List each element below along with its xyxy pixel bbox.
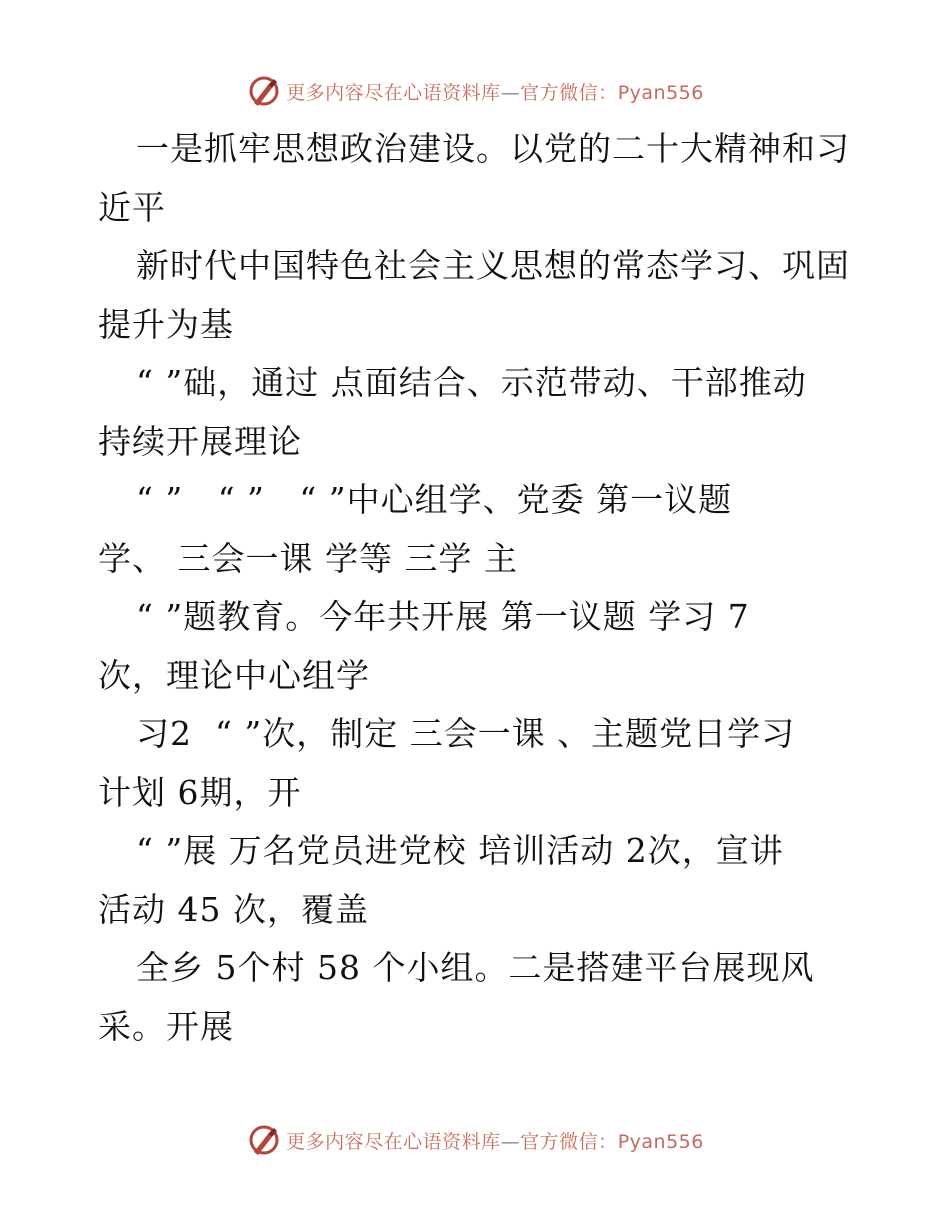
text-line: 计划 6期，开	[98, 772, 302, 812]
text-line: “ ”础，通过 点面结合、示范带动、干部推动	[136, 363, 807, 402]
text-line: 新时代中国特色社会主义思想的常态学习、巩固	[136, 246, 850, 285]
watermark-brand: 更多内容尽在心语资料库	[286, 81, 501, 104]
pen-logo-icon	[246, 73, 282, 109]
text-line: 一是抓牢思想政治建设。以党的二十大精神和习	[136, 129, 850, 168]
document-body	[98, 120, 858, 1056]
text-line: 习2 “ ”次，制定 三会一课 、主题党日学习	[136, 714, 796, 753]
text-line: 次，理论中心组学	[98, 655, 370, 695]
watermark-separator: —	[500, 1130, 521, 1153]
header-watermark	[0, 71, 950, 111]
text-line: “ ”展 万名党员进党校 培训活动 2次，宣讲	[136, 831, 784, 870]
watermark-text	[286, 78, 704, 105]
watermark-wechat-label: 官方微信：	[520, 1130, 618, 1153]
text-line: 学、 三会一课 学等 三学 主	[98, 538, 518, 578]
text-line: 全乡 5个村 58 个小组。二是搭建平台展现风	[136, 948, 815, 987]
text-line: 采。开展	[98, 1006, 234, 1046]
watermark-wechat-handle: Pyan556	[617, 81, 704, 104]
text-line: “ ”题教育。今年共开展 第一议题 学习 7	[136, 597, 750, 636]
footer-watermark	[0, 1120, 950, 1160]
watermark-separator: —	[500, 81, 521, 104]
watermark-wechat-label: 官方微信：	[520, 81, 618, 104]
text-line: “ ” “ ” “ ”中心组学、党委 第一议题	[136, 480, 733, 519]
text-line: 活动 45 次，覆盖	[98, 889, 369, 929]
watermark-brand: 更多内容尽在心语资料库	[286, 1130, 501, 1153]
text-line: 提升为基	[98, 304, 234, 344]
text-line: 持续开展理论	[98, 421, 302, 461]
watermark-text	[286, 1127, 704, 1154]
text-line: 近平	[98, 187, 166, 227]
watermark-wechat-handle: Pyan556	[617, 1130, 704, 1153]
pen-logo-icon	[246, 1122, 282, 1158]
